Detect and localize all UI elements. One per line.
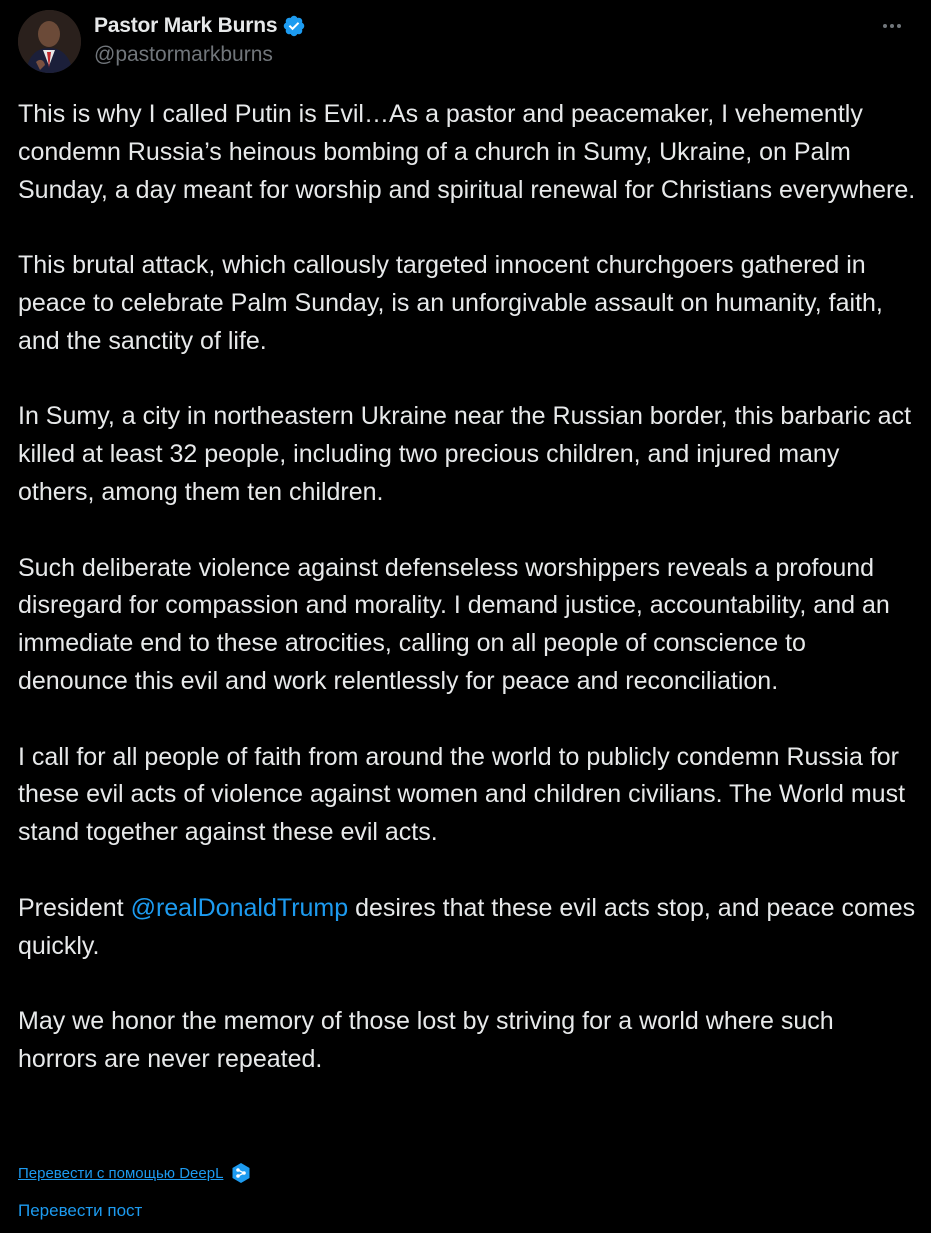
translate-deepl (18, 1162, 251, 1184)
author-handle[interactable]: @pastormarkburns (94, 43, 273, 66)
avatar[interactable] (18, 10, 81, 73)
mention-prefix: President (18, 893, 131, 922)
post-paragraph: In Sumy, a city in northeastern Ukraine near the Russian border, this barbaric act killed at least 32 people, including two precious children, and injured many others, among them ten children. (18, 402, 912, 506)
post-paragraph: This is why I called Putin is Evil…As a pastor and peacemaker, I vehemently condemn Russia’s heinous bombing of a church in Sumy, Ukraine, on Palm Sunday, a day meant for worship and spiritual renewal for Christians everywhere. (18, 100, 916, 204)
translate-deepl-link[interactable]: Перевести с помощью DeepL (18, 1164, 224, 1182)
post-paragraph: Such deliberate violence against defenseless worshippers reveals a profound disregard for compassion and morality. I demand justice, accountability, and an immediate end to these atrocities, calling on all people of conscience to denounce this evil and work relentlessly for peace and reconciliation. (18, 553, 890, 695)
post-paragraph-mention (18, 890, 918, 966)
post-header (18, 10, 913, 74)
post-paragraph: May we honor the memory of those lost by striving for a world where such horrors are never repeated. (18, 1007, 834, 1073)
post-text (18, 96, 918, 1079)
deepl-icon[interactable] (231, 1162, 251, 1184)
post-paragraph: This brutal attack, which callously targeted innocent churchgoers gathered in peace to celebrate Palm Sunday, is an unforgivable assault on humanity, faith, and the sanctity of life. (18, 251, 883, 355)
mention-link[interactable]: @realDonaldTrump (130, 893, 349, 922)
mention-suffix: desires that these evil acts stop, and peace comes quickly. (18, 893, 916, 960)
author-info (94, 12, 306, 67)
translate-post-button[interactable]: Перевести пост (18, 1201, 143, 1220)
author-display-name[interactable]: Pastor Mark Burns (94, 14, 278, 37)
more-options-icon[interactable] (877, 14, 907, 38)
verified-badge-icon[interactable] (282, 14, 306, 38)
post-paragraph: I call for all people of faith from around the world to publicly condemn Russia for these evil acts of violence against women and children civilians. The World must stand together against these evil acts. (18, 742, 906, 847)
